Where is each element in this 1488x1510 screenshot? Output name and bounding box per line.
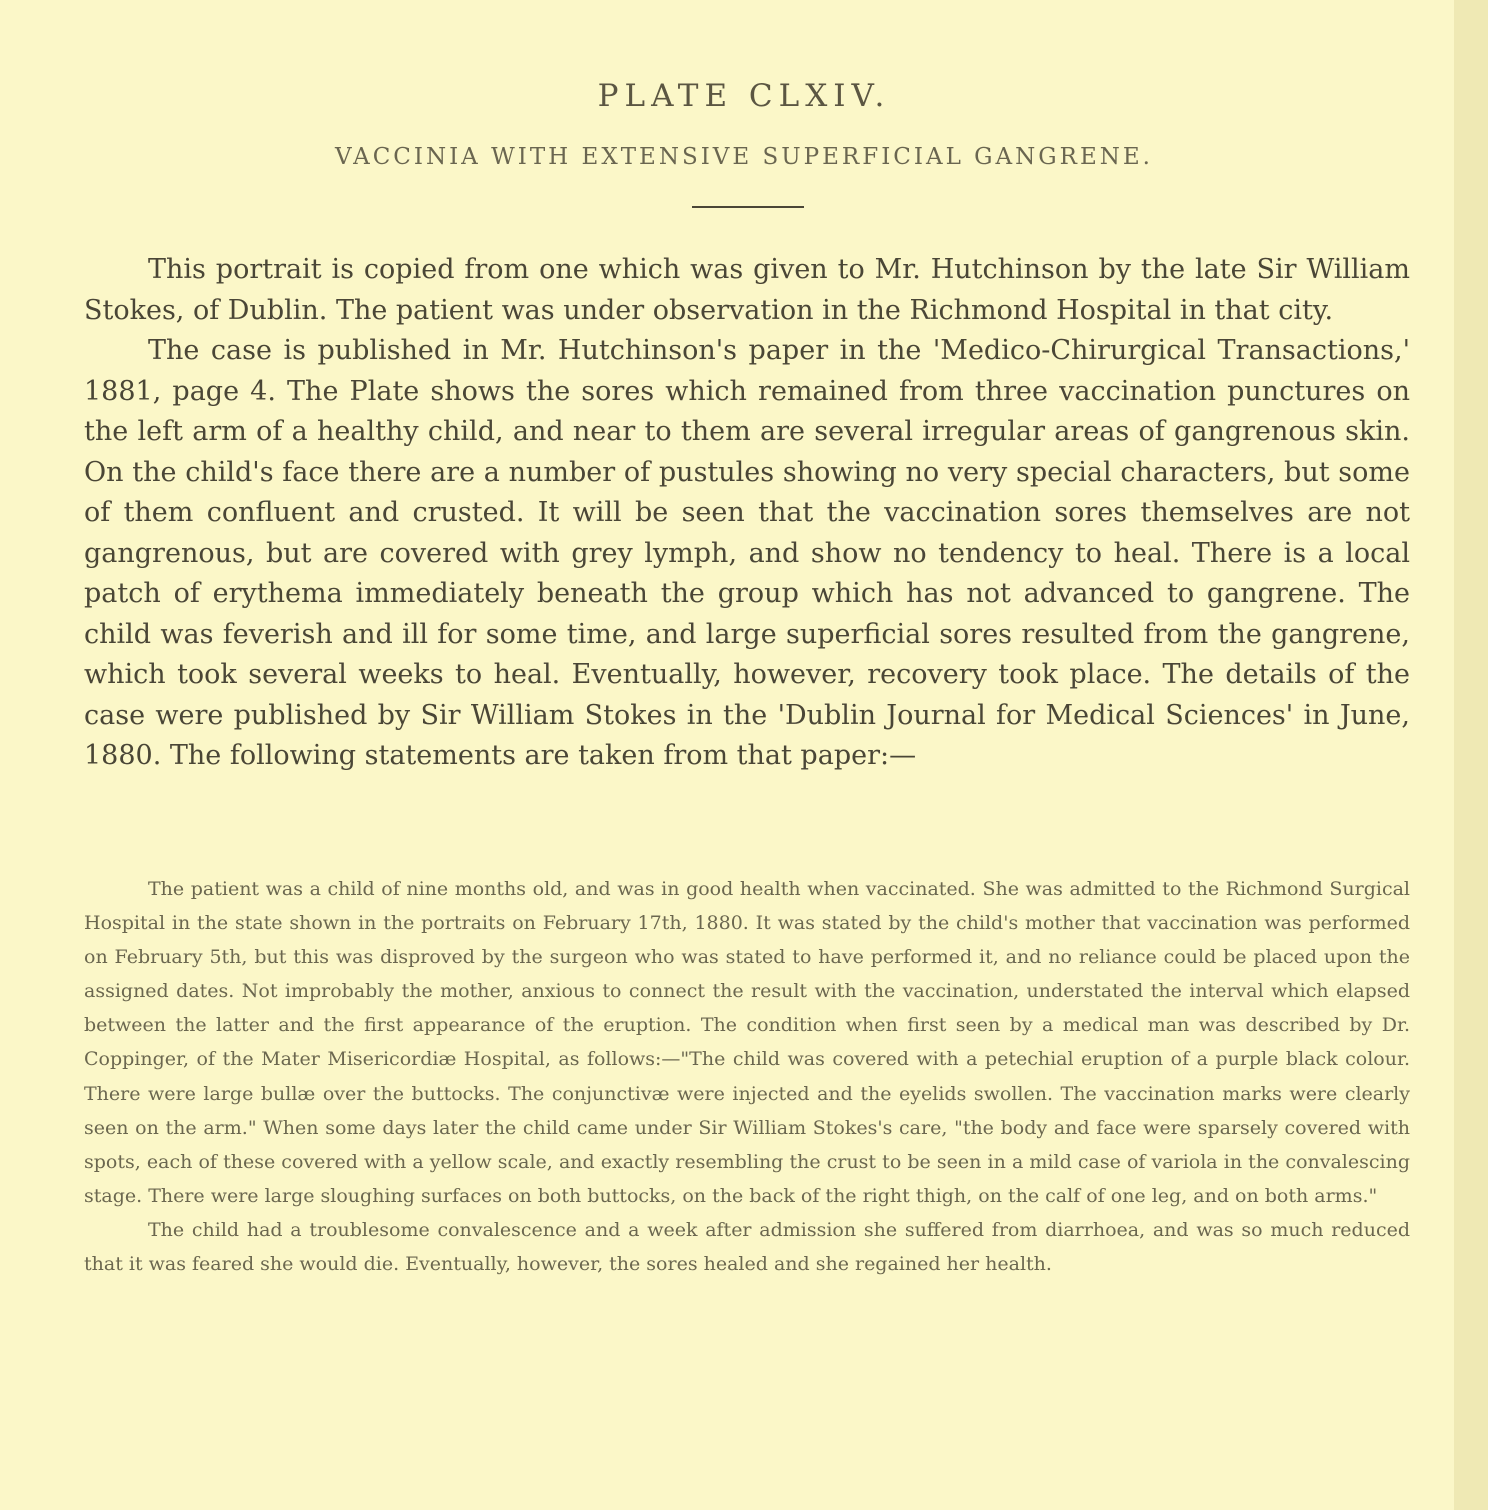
plate-title: PLATE CLXIV. <box>597 78 891 114</box>
quoted-extract <box>84 872 1410 1281</box>
main-text <box>84 250 1410 777</box>
body-paragraph-1: This portrait is copied from one which was given to Mr. Hutchinson by the late Sir William Stokes, of Dublin. The patient was under observation in the Richmond Hospital in that city. <box>84 254 1410 326</box>
plate-subtitle: VACCINIA WITH EXTENSIVE SUPERFICIAL GANGRENE. <box>335 144 1153 170</box>
body-paragraph-2: The case is published in Mr. Hutchinson's paper in the 'Medico-Chirurgical Transactions,' 1881, page 4. The Plate shows the sores which remained from three vaccination punctures on the left arm of a healthy child, and near to them are several irregular areas of gangrenous skin. On the child's face there are a number of pustules showing no very special characters, but some of them confluent and crusted. It will be seen that the vaccination sores themselves are not gangrenous, but are covered with grey lymph, and show no tendency to heal. There is a local patch of erythema immediately beneath the group which has not advanced to gangrene. The child was feverish and ill for some time, and large superficial sores resulted from the gangrene, which took several weeks to heal. Eventually, however, recovery took place. The details of the case were published by Sir William Stokes in the 'Dublin Journal for Medical Sciences' in June, 1880. The following statements are taken from that paper:— <box>84 335 1410 771</box>
quote-paragraph-1: The patient was a child of nine months old, and was in good health when vaccinated. She was admitted to the Richmond Surgical Hospital in the state shown in the portraits on February 17th, 1880. It was stated by the child's mother that vaccination was performed on February 5th, but this was disproved by the surgeon who was stated to have performed it, and no reliance could be placed upon the assigned dates. Not improbably the mother, anxious to connect the result with the vaccination, understated the interval which elapsed between the latter and the first appearance of the eruption. The condition when first seen by a medical man was described by Dr. Coppinger, of the Mater Misericordiæ Hospital, as follows:—"The child was covered with a petechial eruption of a purple black colour. There were large bullæ over the buttocks. The conjunctivæ were injected and the eyelids swollen. The vaccination marks were clearly seen on the arm." When some days later the child came under Sir William Stokes's care, "the body and face were sparsely covered with spots, each of these covered with a yellow scale, and exactly resembling the crust to be seen in a mild case of variola in the convalescing stage. There were large sloughing surfaces on both buttocks, on the back of the right thigh, on the calf of one leg, and on both arms." <box>84 878 1410 1207</box>
page-edge-shadow <box>1454 0 1488 1510</box>
quote-paragraph-2: The child had a troublesome convalescence and a week after admission she suffered from diarrhoea, and was so much reduced that it was feared she would die. Eventually, however, the sores healed and she regained her health. <box>84 1218 1410 1276</box>
title-divider <box>692 206 804 208</box>
